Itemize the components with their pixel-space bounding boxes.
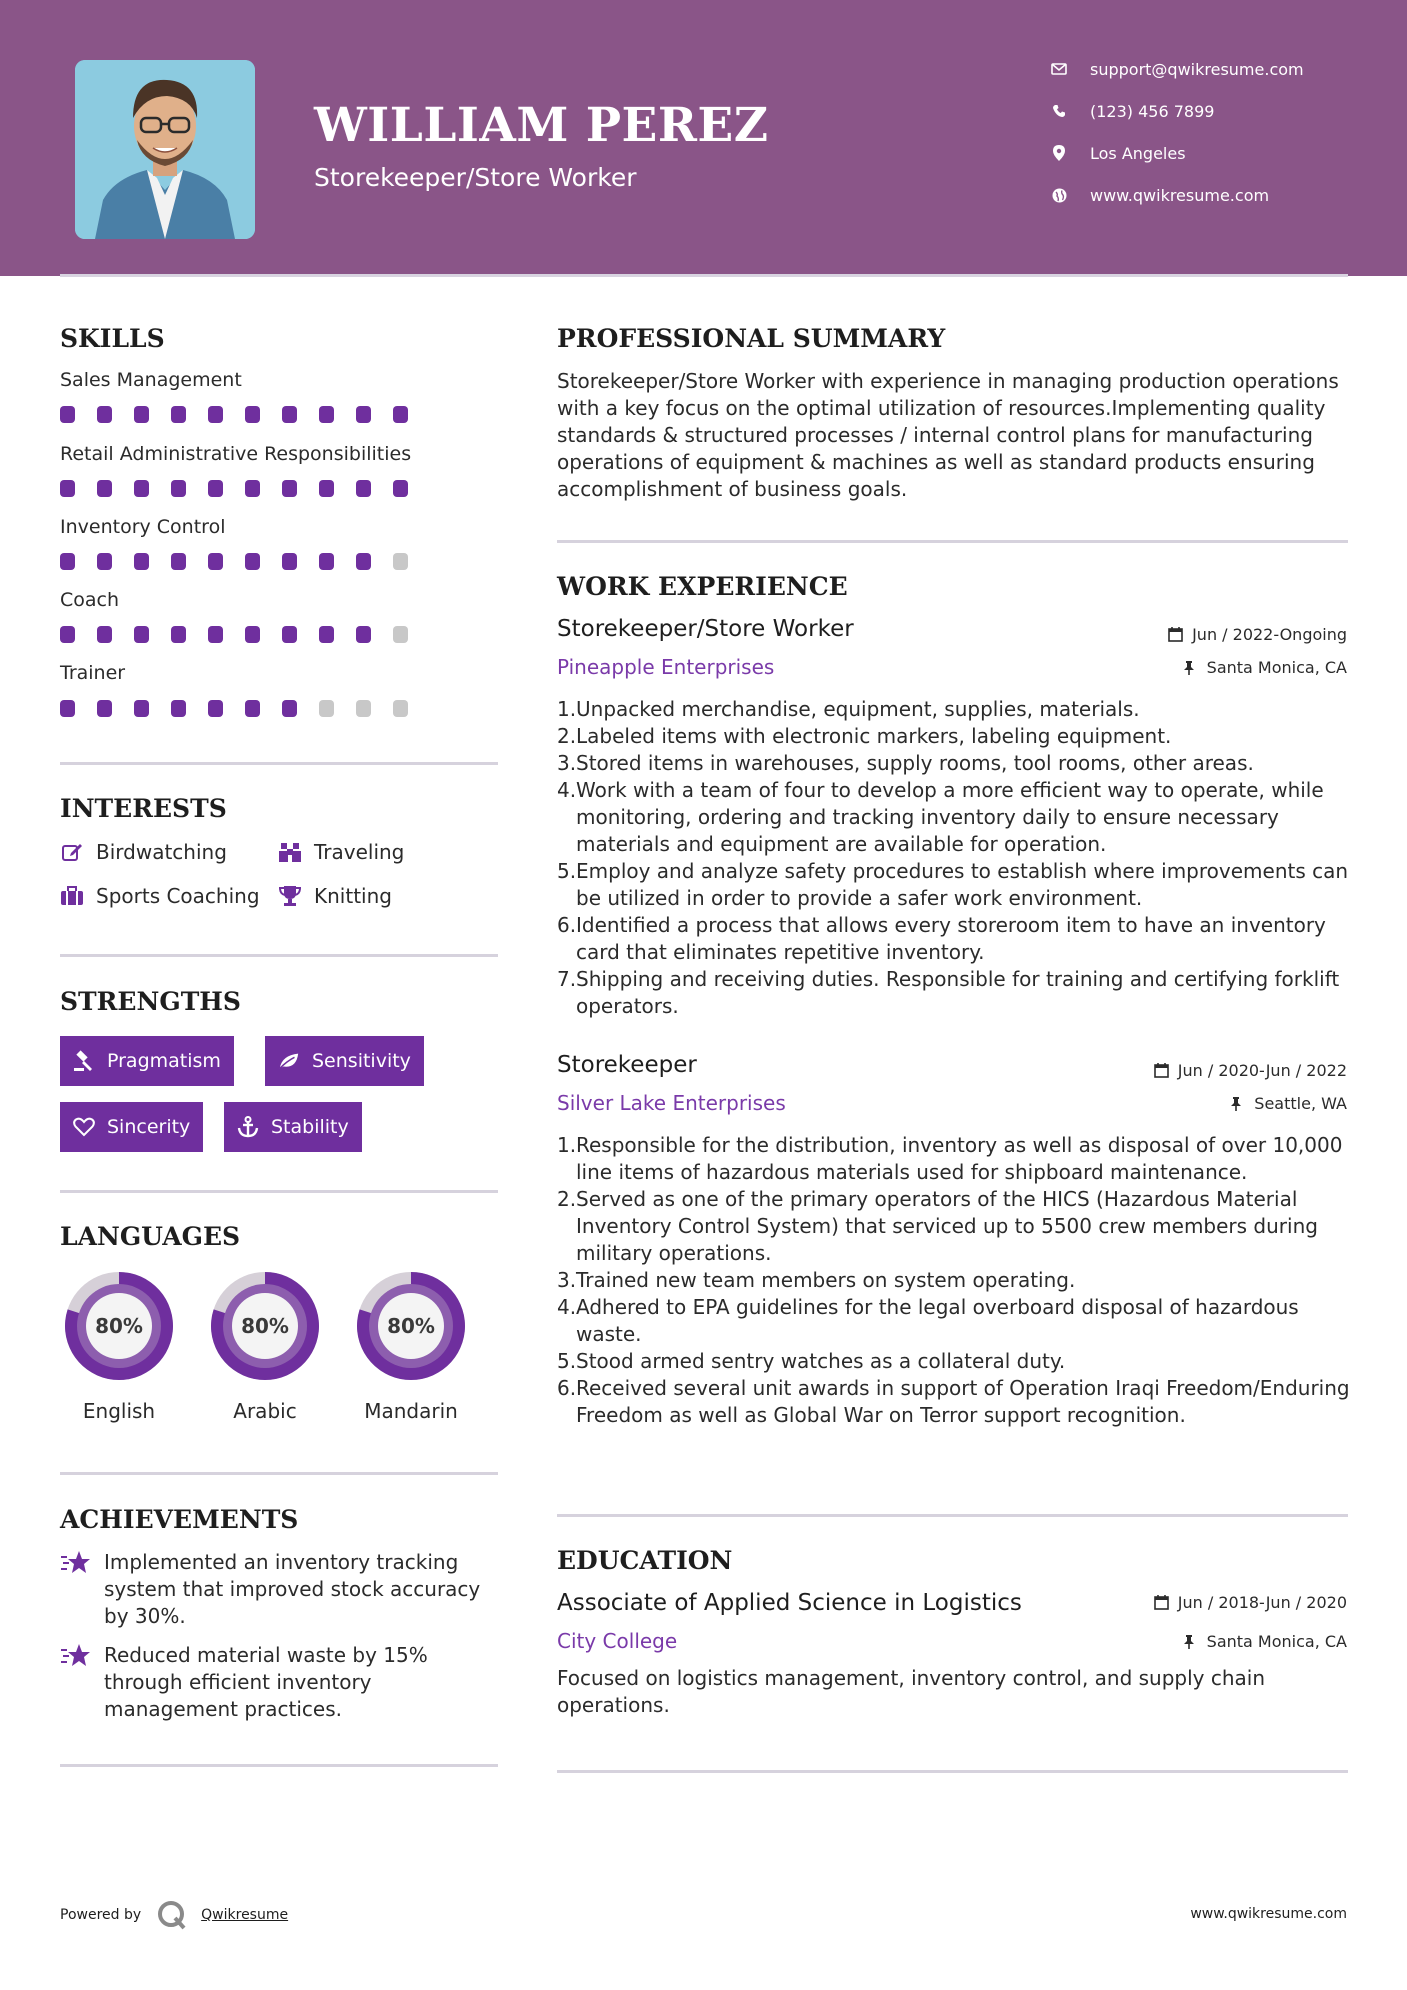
- pushpin-icon: [1183, 1634, 1199, 1650]
- candidate-role: Storekeeper/Store Worker: [314, 163, 637, 192]
- skill-dot-filled: [134, 406, 149, 423]
- section-divider: [557, 1514, 1348, 1517]
- strength-badge: [60, 1102, 203, 1152]
- education-dates-text: Jun / 2018-Jun / 2020: [1177, 1593, 1347, 1612]
- job-location: [1183, 658, 1347, 677]
- skill-dot-filled: [97, 406, 112, 423]
- skill-dot-filled: [60, 480, 75, 497]
- section-divider: [60, 762, 498, 765]
- leaf-icon: [278, 1050, 300, 1072]
- skill-dot-filled: [134, 700, 149, 717]
- phone-icon: [1050, 102, 1068, 120]
- skill-dot-filled: [245, 626, 260, 643]
- school-name: City College: [557, 1629, 678, 1653]
- strength-badge: [60, 1036, 234, 1086]
- experience-title: WORK EXPERIENCE: [557, 572, 848, 601]
- footer-website[interactable]: www.qwikresume.com: [1190, 1906, 1347, 1922]
- resume-header: [0, 0, 1407, 276]
- list-item: 5. Stood armed sentry watches as a collateral duty.: [557, 1349, 1066, 1373]
- skill-dot-empty: [393, 553, 408, 570]
- contact-website-text: www.qwikresume.com: [1090, 185, 1270, 205]
- skill-name: Inventory Control: [60, 516, 226, 538]
- list-item: 1. Unpacked merchandise, equipment, supplies, materials.: [557, 697, 1140, 721]
- skill-dot-empty: [393, 626, 408, 643]
- skill-dot-filled: [97, 553, 112, 570]
- language-ring: [350, 1265, 472, 1387]
- skill-dot-filled: [97, 700, 112, 717]
- skill-name: Retail Administrative Responsibilities: [60, 443, 412, 465]
- skill-rating: [60, 626, 498, 643]
- job-title: Storekeeper: [557, 1052, 697, 1078]
- interest-item: [278, 882, 392, 910]
- skill-dot-filled: [319, 480, 334, 497]
- section-divider: [557, 540, 1348, 543]
- skill-name: Trainer: [60, 662, 126, 684]
- qwikresume-link[interactable]: Qwikresume: [201, 1907, 289, 1923]
- briefcase-icon: [60, 884, 84, 908]
- list-item: 4. Adhered to EPA guidelines for the legal overboard disposal of hazardous waste.: [557, 1295, 1299, 1346]
- list-item: 7. Shipping and receiving duties. Responsible for training and certifying forklift operators.: [557, 967, 1340, 1018]
- skill-dot-filled: [171, 553, 186, 570]
- skill-dot-filled: [245, 553, 260, 570]
- education-title: EDUCATION: [557, 1546, 733, 1575]
- skill-name: Sales Management: [60, 369, 242, 391]
- language-ring: [204, 1265, 326, 1387]
- interest-item: [60, 882, 260, 910]
- job-duties-list: [557, 696, 1352, 1020]
- skill-dot-filled: [282, 406, 297, 423]
- list-item: 3. Trained new team members on system operating.: [557, 1268, 1076, 1292]
- interest-item: [278, 838, 404, 866]
- skill-dot-filled: [134, 553, 149, 570]
- profile-photo: [75, 60, 255, 239]
- language-item: [204, 1265, 326, 1423]
- skill-dot-filled: [208, 626, 223, 643]
- skill-dot-filled: [282, 700, 297, 717]
- skill-dot-filled: [245, 480, 260, 497]
- skill-dot-filled: [319, 553, 334, 570]
- globe-icon: [1050, 186, 1068, 204]
- contact-email[interactable]: [1050, 57, 1350, 81]
- skills-title: SKILLS: [60, 324, 165, 353]
- pushpin-icon: [1230, 1096, 1246, 1112]
- skill-dot-empty: [319, 700, 334, 717]
- skill-rating: [60, 553, 498, 570]
- strengths-title: STRENGTHS: [60, 987, 241, 1016]
- job-dates: [1154, 1061, 1347, 1080]
- skill-dot-filled: [134, 480, 149, 497]
- language-ring: [58, 1265, 180, 1387]
- job-location: [1230, 1094, 1347, 1113]
- calendar-icon: [1154, 1595, 1170, 1611]
- skill-rating: [60, 406, 498, 423]
- job-title: Storekeeper/Store Worker: [557, 616, 854, 642]
- job-dates-text: Jun / 2020-Jun / 2022: [1177, 1061, 1347, 1080]
- skill-rating: [60, 700, 498, 717]
- summary-title: PROFESSIONAL SUMMARY: [557, 324, 946, 353]
- job-location-text: Santa Monica, CA: [1206, 658, 1347, 677]
- strength-label: Sensitivity: [312, 1050, 411, 1072]
- skill-dot-filled: [60, 626, 75, 643]
- list-item: 5. Employ and analyze safety procedures to establish where improvements can be utilized in order to provide a safer work environment.: [557, 859, 1349, 910]
- skill-dot-filled: [356, 480, 371, 497]
- section-divider: [557, 1770, 1348, 1773]
- skill-dot-filled: [356, 553, 371, 570]
- language-item: [350, 1265, 472, 1423]
- envelope-icon: [1050, 60, 1068, 78]
- job-location-text: Seattle, WA: [1254, 1094, 1347, 1113]
- interest-label: Sports Coaching: [96, 884, 260, 908]
- skill-dot-filled: [393, 406, 408, 423]
- contact-website[interactable]: [1050, 183, 1350, 207]
- job-dates: [1168, 625, 1347, 644]
- skill-dot-filled: [60, 553, 75, 570]
- list-item: 6. Received several unit awards in support of Operation Iraqi Freedom/Enduring Freedom as well as Global War on Terror support recognition.: [557, 1376, 1350, 1427]
- language-percent: 80%: [241, 1314, 289, 1338]
- interest-item: [60, 838, 227, 866]
- list-item: 3. Stored items in warehouses, supply rooms, tool rooms, other areas.: [557, 751, 1254, 775]
- star-badge-icon: [60, 1642, 92, 1670]
- anchor-icon: [237, 1116, 259, 1138]
- skill-dot-filled: [319, 406, 334, 423]
- language-name: Mandarin: [364, 1399, 458, 1423]
- languages-title: LANGUAGES: [60, 1222, 241, 1251]
- skill-dot-filled: [208, 406, 223, 423]
- education-dates: [1154, 1593, 1347, 1612]
- skill-dot-filled: [97, 480, 112, 497]
- skill-dot-filled: [60, 700, 75, 717]
- edit-icon: [60, 840, 84, 864]
- skill-dot-empty: [393, 700, 408, 717]
- skill-dot-filled: [97, 626, 112, 643]
- interest-label: Traveling: [314, 840, 405, 864]
- skill-dot-filled: [282, 480, 297, 497]
- interests-title: INTERESTS: [60, 794, 227, 823]
- section-divider: [60, 1472, 498, 1475]
- powered-by-text: Powered by: [60, 1907, 142, 1923]
- achievements-title: ACHIEVEMENTS: [60, 1505, 299, 1534]
- pushpin-icon: [1183, 660, 1199, 676]
- language-name: Arabic: [233, 1399, 297, 1423]
- strength-label: Sincerity: [107, 1116, 191, 1138]
- section-divider: [60, 1764, 498, 1767]
- contact-phone[interactable]: [1050, 99, 1350, 123]
- achievement-text: Implemented an inventory tracking system that improved stock accuracy by 30%.: [104, 1550, 481, 1628]
- interest-label: Knitting: [314, 884, 392, 908]
- achievement-item: [60, 1642, 500, 1723]
- skill-dot-filled: [208, 553, 223, 570]
- list-item: 1. Responsible for the distribution, inventory as well as disposal of over 10,000 line items of hazardous materials used for shipboard maintenance.: [557, 1133, 1343, 1184]
- skill-dot-filled: [245, 700, 260, 717]
- strength-label: Pragmatism: [107, 1050, 221, 1072]
- skill-dot-filled: [393, 480, 408, 497]
- trophy-icon: [278, 884, 302, 908]
- education-location: [1183, 1632, 1347, 1651]
- skill-dot-filled: [60, 406, 75, 423]
- job-duties-list: [557, 1132, 1352, 1429]
- summary-text: Storekeeper/Store Worker with experience in managing production operations with a key focus on the optimal utilization of resources.Implementing quality standards & structured processes / internal control plans for manufacturing operations of equipment & machines as well as standard products ensuring accomplishment of business goals.: [557, 369, 1339, 501]
- header-divider: [60, 274, 1348, 277]
- skill-dot-filled: [171, 626, 186, 643]
- company-name: Pineapple Enterprises: [557, 655, 775, 679]
- calendar-icon: [1168, 627, 1184, 643]
- skill-dot-filled: [319, 626, 334, 643]
- job-dates-text: Jun / 2022-Ongoing: [1192, 625, 1347, 644]
- contact-phone-text: (123) 456 7899: [1090, 101, 1215, 121]
- skill-dot-filled: [171, 480, 186, 497]
- qwikresume-logo-icon: [157, 1900, 187, 1930]
- skill-dot-filled: [171, 406, 186, 423]
- skill-dot-filled: [282, 626, 297, 643]
- star-badge-icon: [60, 1549, 92, 1577]
- skill-dot-filled: [171, 700, 186, 717]
- language-name: English: [82, 1399, 156, 1423]
- section-divider: [60, 1190, 498, 1193]
- strength-label: Stability: [271, 1116, 349, 1138]
- language-percent: 80%: [387, 1314, 435, 1338]
- list-item: 4. Work with a team of four to develop a more efficient way to operate, while monitoring, ordering and tracking inventory daily to ensure necessary materials and equipment are available for operation.: [557, 778, 1324, 856]
- footer-powered-by: [60, 1898, 288, 1932]
- degree-title: Associate of Applied Science in Logistics: [557, 1590, 1022, 1616]
- contact-location-text: Los Angeles: [1090, 143, 1186, 163]
- education-description: Focused on logistics management, inventory control, and supply chain operations.: [557, 1666, 1266, 1717]
- contact-email-text: support@qwikresume.com: [1090, 59, 1304, 79]
- gavel-icon: [73, 1050, 95, 1072]
- section-divider: [60, 954, 498, 957]
- interest-label: Birdwatching: [96, 840, 227, 864]
- skill-dot-filled: [356, 406, 371, 423]
- skill-rating: [60, 480, 498, 497]
- education-location-text: Santa Monica, CA: [1206, 1632, 1347, 1651]
- skill-dot-filled: [245, 406, 260, 423]
- skill-name: Coach: [60, 589, 120, 611]
- skill-dot-filled: [356, 626, 371, 643]
- map-pin-icon: [1050, 144, 1068, 162]
- candidate-name: WILLIAM PEREZ: [314, 98, 769, 153]
- language-percent: 80%: [95, 1314, 143, 1338]
- skill-dot-filled: [208, 700, 223, 717]
- calendar-icon: [1154, 1063, 1170, 1079]
- company-name: Silver Lake Enterprises: [557, 1091, 786, 1115]
- skill-dot-empty: [356, 700, 371, 717]
- skill-dot-filled: [282, 553, 297, 570]
- list-item: 2. Served as one of the primary operators of the HICS (Hazardous Material Inventory Control System) that serviced up to 5500 crew members during military operations.: [557, 1187, 1318, 1265]
- language-item: [58, 1265, 180, 1423]
- binoculars-icon: [278, 840, 302, 864]
- skill-dot-filled: [134, 626, 149, 643]
- skill-dot-filled: [208, 480, 223, 497]
- contact-location: [1050, 141, 1350, 165]
- strength-badge: [265, 1036, 424, 1086]
- list-item: 2. Labeled items with electronic markers, labeling equipment.: [557, 724, 1172, 748]
- achievement-text: Reduced material waste by 15% through efficient inventory management practices.: [104, 1643, 428, 1721]
- achievement-item: [60, 1549, 500, 1630]
- list-item: 6. Identified a process that allows every storeroom item to have an inventory card that eliminates repetitive inventory.: [557, 913, 1326, 964]
- heart-icon: [73, 1116, 95, 1138]
- strength-badge: [224, 1102, 362, 1152]
